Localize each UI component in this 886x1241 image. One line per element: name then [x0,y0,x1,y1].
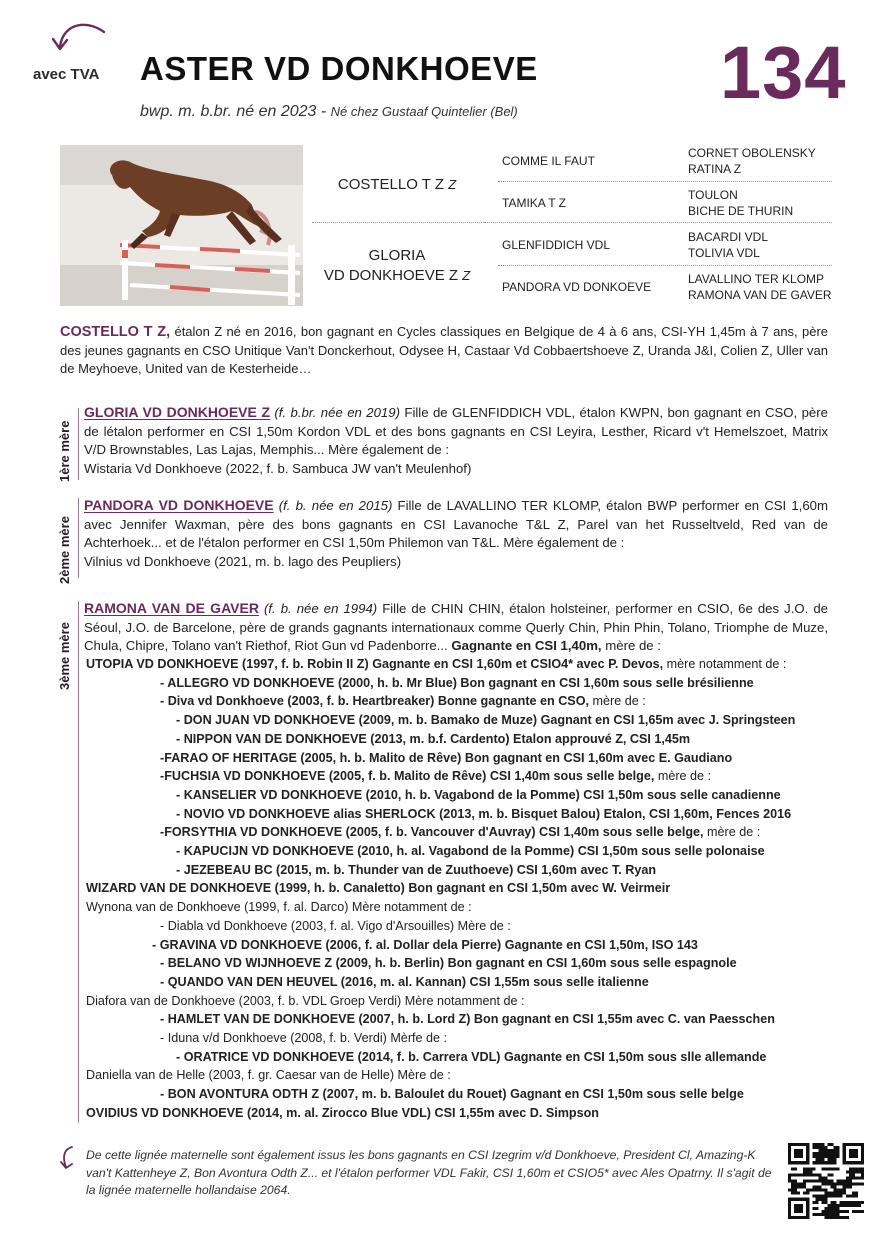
offspring-line-bold: - GRAVINA VD DONKHOEVE (2006, f. al. Dollar dela Pierre) Gagnante en CSI 1,50m, ISO 143 [152,937,698,952]
generation-line [78,408,79,480]
subtitle-main: bwp. m. b.br. né en 2023 [140,103,317,120]
pedigree-divider [312,222,484,223]
subtitle-separator: - [316,103,331,120]
offspring-line-text: Diafora van de Donkhoeve (2003, f. b. VDL Groep Verdi) Mère notamment de : [86,993,525,1008]
sire-description [60,323,828,379]
offspring-line-bold: - BELANO VD WIJNHOEVE Z (2009, h. b. Berlin) Bon gagnant en CSI 1,60m sous selle espagnole [160,956,737,971]
curved-arrow-icon [58,1145,80,1171]
offspring-line-text: Daniella van de Helle (2003, f. gr. Caesar van de Helle) Mère de : [86,1068,451,1083]
offspring-line [86,917,846,936]
sire-text: étalon Z né en 2016, bon gagnant en Cycles classiques en Belgique de 4 à 6 ans, CSI-YH 1,45m à 7 ans, père des jeunes gagnants en CSO Unitique Van't Donckerhout, Odysee H, Castaar Vd Cobbaertshoeve Z, Uranda J&I, Colien Z, Uller van de Meyhoeve, United van de Kesterheide… [60,324,829,377]
offspring-line-bold: -FARAO OF HERITAGE (2005, h. b. Malito de Rêve) Bon gagnant en CSI 1,60m avec E. Gaudiano [160,750,733,765]
offspring-line [86,692,846,711]
offspring-line-bold: - KANSELIER VD DONKHOEVE (2010, h. b. Vagabond de la Pomme) CSI 1,50m sous selle canadienne [176,787,781,802]
offspring-line-bold: - NOVIO VD DONKHOEVE alias SHERLOCK (2013, m. b. Bisquet Balou) Etalon, CSI 1,60m, Fences 2016 [176,806,792,821]
offspring-line [86,786,846,805]
offspring-line-bold: - BON AVONTURA ODTH Z (2007, m. b. Baloulet du Rouet) Gagnant en CSI 1,50m sous selle belge [160,1087,744,1102]
pedigree-g3-group [688,271,832,303]
pedigree-g3-name: BICHE DE THURIN [688,204,794,218]
pedigree-g3-name: TOLIVIA VDL [688,246,760,260]
mother3-name: RAMONA VAN DE GAVER [84,600,259,616]
generation-label-2: 2ème mère [57,516,72,584]
offspring-line [86,1010,846,1029]
pedigree-dam-sire: GLENFIDDICH VDL [502,238,611,252]
offspring-line [86,973,846,992]
subtitle-breeder: Né chez Gustaaf Quintelier (Bel) [330,104,518,119]
generation-line [78,601,79,1123]
pedigree-divider [498,181,832,182]
subtitle [140,103,518,121]
offspring-line [86,1029,846,1048]
mother1-text: Fille de GLENFIDDICH VDL, étalon KWPN, bon gagnant en CSO, père de létalon performer en CSI 1,50m Kordon VDL et des bons gagnants en CSI Leyira, Lesther, Ricard v't Hemelszoet, Matrix V/D Brownstables, Las Lajas, Memphis... Mère également de : [84,405,828,458]
offspring-line-text: Wynona van de Donkhoeve (1999, f. al. Darco) Mère notamment de : [86,900,472,915]
offspring-line-bold: -FORSYTHIA VD DONKHOEVE (2005, f. b. Vancouver d'Auvray) CSI 1,40m sous selle belge, [160,825,704,840]
mother3-offspring-list [86,655,846,1123]
offspring-line-text: mère notamment de : [663,657,787,671]
offspring-line-text: - Diabla vd Donkhoeve (2003, f. al. Vigo d'Arsouilles) Mère de : [160,918,511,933]
offspring-line-bold: UTOPIA VD DONKHOEVE (1997, f. b. Robin II Z) Gagnante en CSI 1,60m et CSIO4* avec P. Devos, [86,657,664,671]
pedigree-g3-group [688,145,816,177]
pedigree-g3-name: CORNET OBOLENSKY [688,146,816,160]
pedigree-divider [484,222,832,223]
lot-number: 134 [720,31,847,114]
mother1-detail: (f. b.br. née en 2019) [270,405,400,420]
offspring-line-bold: - Diva vd Donkhoeve (2003, f. b. Heartbreaker) Bonne gagnante en CSO, [160,694,589,709]
offspring-line-bold: - QUANDO VAN DEN HEUVEL (2016, m. al. Kannan) CSI 1,55m sous selle italienne [160,974,649,989]
offspring-line [86,861,846,880]
horse-photo [60,145,303,306]
offspring-line [86,1066,846,1085]
mother3-text-end: mère de : [601,638,661,654]
offspring-line-bold: -FUCHSIA VD DONKHOEVE (2005, f. b. Malito de Rêve) CSI 1,40m sous selle belge, [160,769,655,784]
sire-name: COSTELLO T Z, [60,324,171,340]
mother2-detail: (f. b. née en 2015) [273,498,393,513]
offspring-line [86,749,846,768]
offspring-line [86,1085,846,1104]
qr-code-icon[interactable] [788,1143,864,1219]
pedigree-g3-group [688,187,793,219]
mother2-name: PANDORA VD DONKHOEVE [84,497,274,513]
offspring-line [86,823,846,842]
offspring-line-bold: OVIDIUS VD DONKHOEVE (2014, m. al. Zirocco Blue VDL) CSI 1,55m avec D. Simpson [86,1105,599,1120]
offspring-line [86,992,846,1011]
curved-arrow-icon [48,22,110,62]
mother2-section [84,496,828,571]
offspring-line [86,711,846,730]
offspring-line-text: mère de : [703,825,761,840]
pedigree-divider [498,265,832,266]
horse-name-title: ASTER VD DONKHOEVE [140,50,538,87]
offspring-line [86,805,846,824]
pedigree-g3-name: LAVALLINO TER KLOMP [688,272,825,286]
pedigree-g3-name: RATINA Z [688,162,742,176]
mother1-offspring: Wistaria Vd Donkhoeve (2022, f. b. Sambuca JW van't Meulenhof) [84,460,472,476]
pedigree-g3-group [688,229,768,261]
pedigree-sire: COSTELLO T Z Z [337,176,457,193]
offspring-line-bold: - ORATRICE VD DONKHOEVE (2014, f. b. Carrera VDL) Gagnante en CSI 1,50m sous slle allemande [176,1049,767,1064]
offspring-line-bold: - NIPPON VAN DE DONKHOEVE (2013, m. b.f. Cardento) Etalon approuvé Z, CSI 1,45m [176,731,691,746]
offspring-line-bold: - KAPUCIJN VD DONKHOEVE (2010, h. al. Vagabond de la Pomme) CSI 1,50m sous selle polonaise [176,844,765,859]
mother3-section [84,599,828,656]
pedigree-sire-dam: TAMIKA T Z [502,196,567,210]
offspring-line [86,879,846,898]
mother3-text-bold: Gagnante en CSI 1,40m, [447,638,602,654]
offspring-line [86,674,846,693]
footnote: De cette lignée maternelle sont également issus les bons gagnants en CSI Izegrim v/d Donkhoeve, President Cl, Amazing-K van't Kattenheye Z, Bon Avontura Odth Z... et l'étalon performer VDL Fakir, CSI 1,60m et CSIO5* avec Ales Opatrny. Il s'agit de la lignée maternelle hollandaise 2064. [86,1148,772,1198]
offspring-line [86,842,846,861]
pedigree-g3-name: BACARDI VDL [688,230,769,244]
mother1-section [84,403,828,478]
offspring-line-bold: - ALLEGRO VD DONKHOEVE (2000, h. b. Mr Blue) Bon gagnant en CSI 1,60m sous selle brésilienne [160,675,754,690]
generation-line [78,498,79,578]
offspring-line-text: - Iduna v/d Donkhoeve (2008, f. b. Verdi) Mèrfe de : [160,1031,448,1046]
offspring-line [86,954,846,973]
offspring-line [86,1104,846,1123]
mother3-text: Fille de CHIN CHIN, étalon holsteiner, performer en CSIO, 6e des J.O. de Séoul, J.O. de Barcelone, père de grands gagnants internationaux comme Querly Chin, Phin Phin, Tolano, Triomphe de Muze, Chula, Chipre, Tolano van't Riethof, Riot Gun vd Padenborre... [84,601,829,654]
mother1-name: GLORIA VD DONKHOEVE Z [84,404,271,420]
pedigree-dam-dam: PANDORA VD DONKOEVE [502,280,652,294]
offspring-line [86,730,846,749]
offspring-line [86,655,846,674]
offspring-line-text: mère de : [589,694,646,709]
offspring-line [86,767,846,786]
offspring-line-bold: - DON JUAN VD DONKHOEVE (2009, m. b. Bamako de Muze) Gagnant en CSI 1,65m avec J. Springsteen [176,713,796,728]
mother2-offspring: Vilnius vd Donkhoeve (2021, m. b. lago des Peupliers) [84,553,402,569]
generation-label-3: 3ème mère [57,622,72,690]
offspring-line [86,898,846,917]
tva-label: avec TVA [33,66,100,83]
mother2-text: Fille de LAVALLINO TER KLOMP, étalon BWP performer en CSI 1,60m avec Jennifer Waxman, père des bons gagnants en CSI Lavanoche T&L Z, Parel van het Russeltveld, Red van de Achterhoek... et de l'étalon performer en CSI 1,50m Philemon van T&L. Mère également de : [84,498,828,551]
pedigree-g3-name: TOULON [688,188,738,202]
mother3-detail: (f. b. née en 1994) [258,601,378,616]
pedigree-g3-name: RAMONA VAN DE GAVER [688,288,832,302]
offspring-line-bold: - HAMLET VAN DE DONKHOEVE (2007, h. b. Lord Z) Bon gagnant en CSI 1,55m avec C. van Paesschen [160,1012,775,1027]
offspring-line-text: mère de : [654,769,712,784]
offspring-line-bold: WIZARD VAN DE DONKHOEVE (1999, h. b. Canaletto) Bon gagnant en CSI 1,50m avec W. Veirmeir [86,881,671,896]
offspring-line-bold: - JEZEBEAU BC (2015, m. b. Thunder van de Zuuthoeve) CSI 1,60m avec T. Ryan [176,862,657,877]
pedigree-dam: GLORIA VD DONKHOEVE Z Z [323,247,471,284]
offspring-line [86,1048,846,1067]
offspring-line [86,936,846,955]
generation-label-1: 1ère mère [57,420,72,482]
pedigree-sire-sire: COMME IL FAUT [502,154,595,168]
